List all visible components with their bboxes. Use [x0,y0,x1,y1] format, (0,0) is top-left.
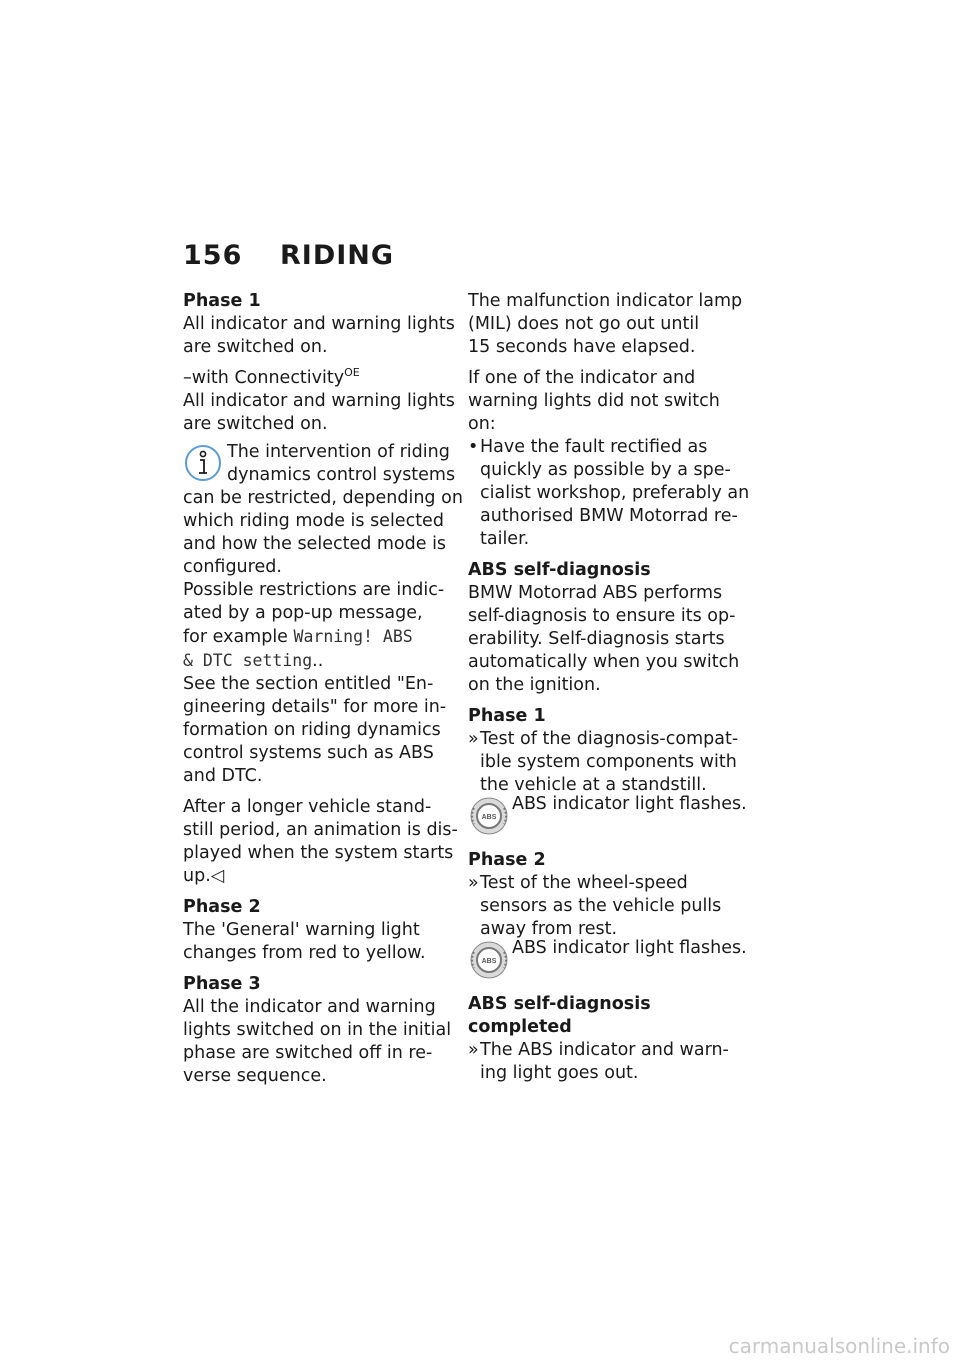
abs-completed-block [468,993,740,1085]
phase2-heading: Phase 2 [183,897,261,917]
phase1-heading: Phase 1 [183,291,261,311]
abs-self-diagnosis-block [468,559,740,697]
step-marker: » [468,729,479,749]
if-one-block [468,367,740,436]
text-line: (MIL) does not go out until [468,314,700,334]
text-line: The intervention of riding [227,442,450,462]
text-line: can be restricted, depending on [183,488,463,508]
text-line: the vehicle at a standstill. [480,775,707,795]
text-line: on the ignition. [468,675,601,695]
abs-phase1-heading: Phase 1 [468,706,546,726]
see-section-block [183,673,453,788]
text-line: ing light goes out. [480,1063,639,1083]
text-line: All the indicator and warning [183,997,436,1017]
abs-phase2-heading: Phase 2 [468,850,546,870]
text-line: up.◁ [183,866,225,886]
text-line: cialist workshop, preferably an [480,483,750,503]
text-line: and how the selected mode is [183,534,447,554]
text-line: Test of the diagnosis-compat- [480,729,739,749]
text-line: Test of the wheel-speed [480,873,688,893]
step-item [468,872,740,941]
bullet-list-item [468,436,750,551]
abs-indicator-text: ABS indicator light flashes. [512,794,747,814]
text-line: quickly as possible by a spe- [480,460,731,480]
text-line: which riding mode is selected [183,511,444,531]
text-line: ible system components with [480,752,737,772]
step-item [468,728,740,797]
text-line: away from rest. [480,919,618,939]
text-line: changes from red to yellow. [183,943,426,963]
abs-icon-text: ABS [481,958,497,965]
text-line: gineering details" for more in- [183,697,447,717]
mil-block [468,290,743,359]
page-header [183,240,394,271]
display-message-code: & DTC setting [183,651,313,670]
text-line: lights switched on in the initial [183,1020,452,1040]
text-line: tailer. [480,529,530,549]
phase2-block [183,896,453,965]
text-line: Possible restrictions are indic- [183,580,445,600]
text-line: and DTC. [183,766,263,786]
text-line: self-diagnosis to ensure its op- [468,606,736,626]
text-line: ated by a pop-up message, [183,603,423,623]
text-line: warning lights did not switch [468,391,720,411]
text-line: verse sequence. [183,1066,327,1086]
text-line: for example Warning! ABS [183,627,413,647]
chapter-title: RIDING [280,240,395,271]
text-line: configured. [183,557,282,577]
left-column [183,290,463,1096]
abs-warning-light-icon [468,939,510,981]
text-line: All indicator and warning lights [183,391,455,411]
phase3-block [183,973,453,1088]
text-line: The malfunction indicator lamp [468,291,743,311]
abs-indicator-row [468,794,747,849]
text-line: still period, an animation is dis- [183,820,458,840]
text-line: sensors as the vehicle pulls [480,896,722,916]
abs-warning-light-icon [468,795,510,837]
info-icon [183,443,223,483]
text-line: The 'General' warning light [183,920,420,940]
text-line: BMW Motorrad ABS performs [468,583,723,603]
text-line: If one of the indicator and [468,368,696,388]
abs-self-diagnosis-heading: ABS self-diagnosis [468,560,651,580]
text-line: See the section entitled "En- [183,674,434,694]
text-line: erability. Self-diagnosis starts [468,629,725,649]
step-item [468,1039,740,1085]
text-line: phase are switched off in re- [183,1043,433,1063]
step-marker: » [468,873,479,893]
text-line: 15 seconds have elapsed. [468,337,696,357]
option-superscript: OE [344,366,360,379]
phase3-heading: Phase 3 [183,974,261,994]
abs-indicator-row [468,938,747,993]
display-message-code: Warning! ABS [293,627,413,646]
step-marker: » [468,1040,479,1060]
text-line: After a longer vehicle stand- [183,797,432,817]
phase1-block [183,290,453,359]
abs-phase2-block [468,849,747,993]
page-number: 156 [183,240,243,271]
right-column [468,290,750,1085]
text-line: are switched on. [183,337,328,357]
text-line: dynamics control systems [227,465,456,485]
bullet-marker: • [468,437,479,457]
text-line: authorised BMW Motorrad re- [480,506,738,526]
abs-phase1-block [468,705,747,849]
text-line: Have the fault rectified as [480,437,708,457]
connectivity-label: –with Connectivity$^{OE}$ [183,366,360,388]
text-line: played when the system starts [183,843,454,863]
text-line: control systems such as ABS [183,743,434,763]
abs-indicator-text: ABS indicator light flashes. [512,938,747,958]
abs-icon-text: ABS [481,814,497,821]
connectivity-block [183,367,453,436]
text-line: All indicator and warning lights [183,314,455,334]
standstill-block [183,796,458,888]
text-line: The ABS indicator and warn- [480,1040,729,1060]
text-line: & DTC setting.. [183,651,324,671]
watermark: carmanualsonline.info [728,1334,950,1358]
text-line: formation on riding dynamics [183,720,441,740]
abs-completed-heading: ABS self-diagnosis completed [468,994,651,1037]
restrictions-block [183,579,453,673]
text-line: on: [468,414,496,434]
info-note [183,441,463,579]
text-line: are switched on. [183,414,328,434]
text-line: automatically when you switch [468,652,740,672]
